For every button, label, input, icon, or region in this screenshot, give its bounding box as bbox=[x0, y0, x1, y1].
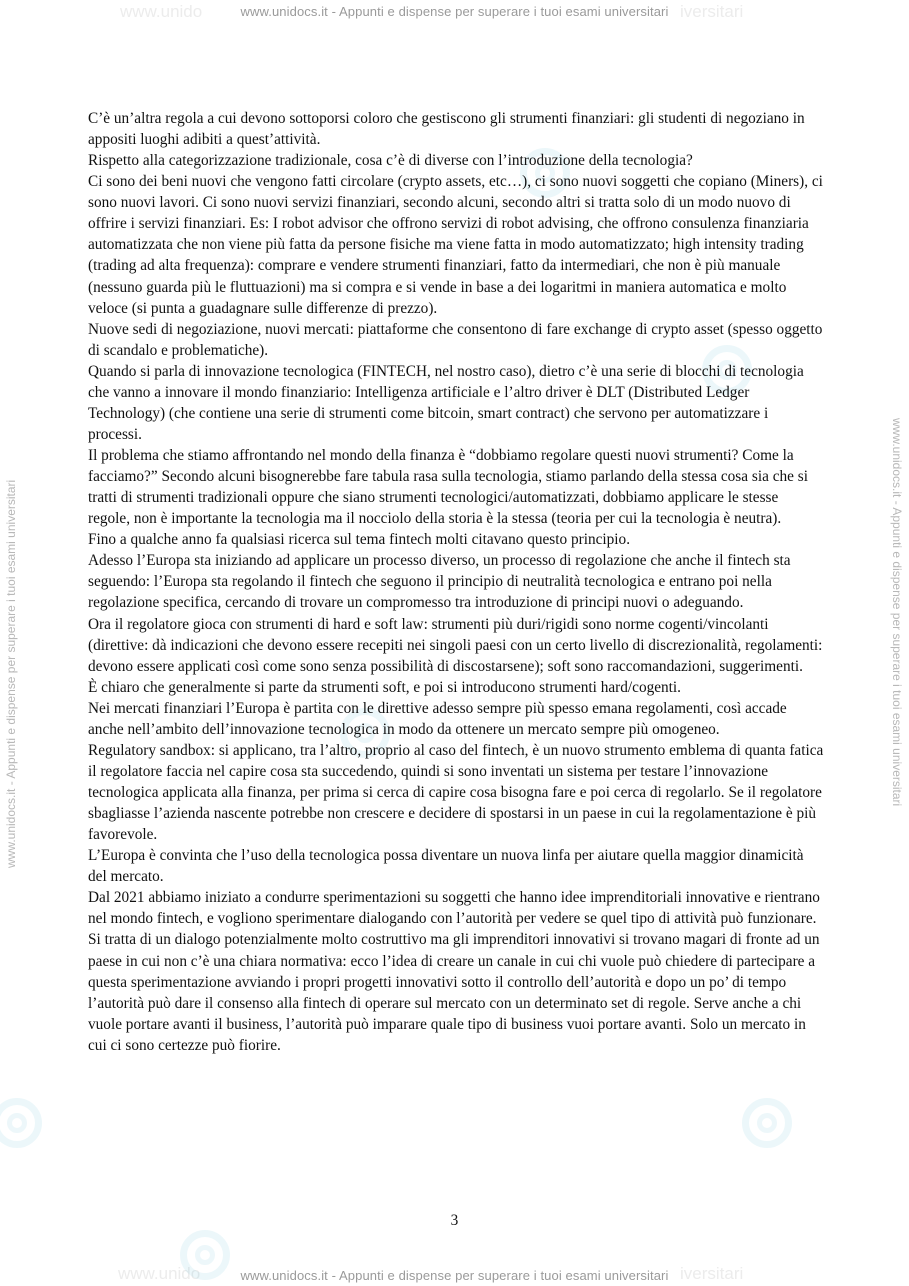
paragraph: Nei mercati finanziari l’Europa è partita con le direttive adesso sempre più spesso emana regolamenti, così accade anche nell’ambito dell’innovazione tecnologica in modo da ottenere un mercato sempre più omogeneo. bbox=[88, 699, 787, 738]
footer-ghost-watermark-right: iversitari bbox=[680, 1264, 744, 1283]
paragraph: Ora il regolatore gioca con strumenti di hard e soft law: strumenti più duri/rigidi sono norme cogenti/vincolanti (direttive: dà indicazioni che devono essere recepiti nei singoli paesi con un certo livello di discrezionalità, regolamenti: devono essere applicati così come sono senza possibilità di discostarsene); soft sono raccomandazioni, suggerimenti. bbox=[88, 615, 823, 675]
footer-watermark: www.unidocs.it - Appunti e dispense per superare i tuoi esami universitari bbox=[240, 1268, 669, 1283]
header-watermark: www.unidocs.it - Appunti e dispense per superare i tuoi esami universitari bbox=[240, 4, 669, 19]
document-body bbox=[88, 108, 824, 1056]
right-side-watermark: www.unidocs.it - Appunti e dispense per superare i tuoi esami universitari bbox=[890, 418, 904, 807]
left-side-watermark: www.unidocs.it - Appunti e dispense per superare i tuoi esami universitari bbox=[4, 479, 18, 868]
paragraph: Regulatory sandbox: si applicano, tra l’altro, proprio al caso del fintech, è un nuovo strumento emblema di quanta fatica il regolatore faccia nel capire cosa sta succedendo, quindi si sono inventati un sistema per testare l’innovazione tecnologica applicata alla finanza, per prima si cerca di capire cosa bisogna fare e poi cerca di regolarlo. Se il regolatore sbagliasse l’azienda nascente potrebbe non crescere e decidere di spostarsi in un paese in cui la regolamentazione è più favorevole. bbox=[88, 741, 824, 844]
paragraph: Ci sono dei beni nuovi che vengono fatti circolare (crypto assets, etc…), ci sono nuovi soggetti che copiano (Miners), ci sono nuovi lavori. Ci sono nuovi servizi finanziari, secondo alcuni, secondo altri si tratta solo di un modo nuovo di offrire i servizi finanziari. Es: I robot advisor che offrono servizi di robot advising, che offrono consulenza finanziaria automatizzata che non viene più fatta da persone fisiche ma viene fatta in modo automatizzato; high intensity trading (trading ad alta frequenza): comprare e vendere strumenti finanziari, fatto da intermediari, che non è più manuale (nessuno guarda più le fluttuazioni) ma si compra e si vende in base a dei logaritmi in maniera automatica e molto veloce (si punta a guadagnare sulle differenze di prezzo). bbox=[88, 173, 823, 317]
header-ghost-watermark: www.unido bbox=[120, 2, 203, 21]
header-ghost-watermark-right: iversitari bbox=[680, 2, 744, 21]
paragraph: Il problema che stiamo affrontando nel mondo della finanza è “dobbiamo regolare questi nuovi strumenti? Come la facciamo?” Secondo alcuni bisognerebbe fare tabula rasa sulla tecnologia, stiamo parlando della stessa cosa sia che si tratti di strumenti tradizionali oppure che siano strumenti tecnologici/automatizzati, dobbiamo applicare le stesse regole, non è importante la tecnologia ma il nocciolo della storia è la stessa (teoria per cui la tecnologia è neutra). bbox=[88, 447, 808, 528]
paragraph: Dal 2021 abbiamo iniziato a condurre sperimentazioni su soggetti che hanno idee imprenditoriali innovative e rientrano nel mondo fintech, e vogliono sperimentare dialogando con l’autorità per vedere se quel tipo di attività può funzionare. Si tratta di un dialogo potenzialmente molto costruttivo ma gli imprenditori innovativi si trovano magari di fronte ad un paese in cui non c’è una chiara normativa: ecco l’idea di creare un canale in cui chi vuole può chiedere di partecipare a questa sperimentazione avviando i propri progetti innovativi sotto il controllo dell’autorità e dopo un po’ di tempo l’autorità può dare il consenso alla fintech di operare sul mercato con un determinato set di regole. Serve anche a chi vuole portare avanti il business, l’autorità può imparare quale tipo di business vuoi portare avanti. Solo un mercato in cui ci sono certezze può fiorire. bbox=[88, 889, 820, 1054]
paragraph: C’è un’altra regola a cui devono sottoporsi coloro che gestiscono gli strumenti finanziari: gli studenti di negoziano in appositi luoghi adibiti a quest’attività. bbox=[88, 110, 805, 149]
paragraph: Quando si parla di innovazione tecnologica (FINTECH, nel nostro caso), dietro c’è una serie di blocchi di tecnologia che vanno a innovare il mondo finanziario: Intelligenza artificiale e l’altro driver è DLT (Distributed Ledger Technology) (che contiene una serie di strumenti come bitcoin, smart contract) che servono per automatizzare i processi. bbox=[88, 362, 804, 443]
footer-ghost-watermark: www.unido bbox=[118, 1264, 201, 1283]
paragraph: Adesso l’Europa sta iniziando ad applicare un processo diverso, un processo di regolazione che anche il fintech sta seguendo: l’Europa sta regolando il fintech che seguono il principio di neutralità tecnologica e entrano poi nella regolazione specifica, cercando di trovare un compromesso tra introduzione di principi nuovi o adeguando. bbox=[88, 552, 791, 612]
page-number: 3 bbox=[450, 1212, 459, 1229]
paragraph: Fino a qualche anno fa qualsiasi ricerca sul tema fintech molti citavano questo principio. bbox=[88, 531, 631, 549]
paragraph: Nuove sedi di negoziazione, nuovi mercati: piattaforme che consentono di fare exchange di crypto asset (spesso oggetto di scandalo e problematiche). bbox=[88, 320, 823, 359]
paragraph: L’Europa è convinta che l’uso della tecnologica possa diventare un nuova linfa per aiutare quella maggior dinamicità del mercato. bbox=[88, 847, 804, 886]
watermark-logo-icon bbox=[742, 1098, 792, 1148]
paragraph: È chiaro che generalmente si parte da strumenti soft, e poi si introducono strumenti hard/cogenti. bbox=[88, 678, 682, 696]
paragraph: Rispetto alla categorizzazione tradizionale, cosa c’è di diverse con l’introduzione della tecnologia? bbox=[88, 152, 693, 170]
watermark-logo-icon bbox=[0, 1098, 42, 1148]
